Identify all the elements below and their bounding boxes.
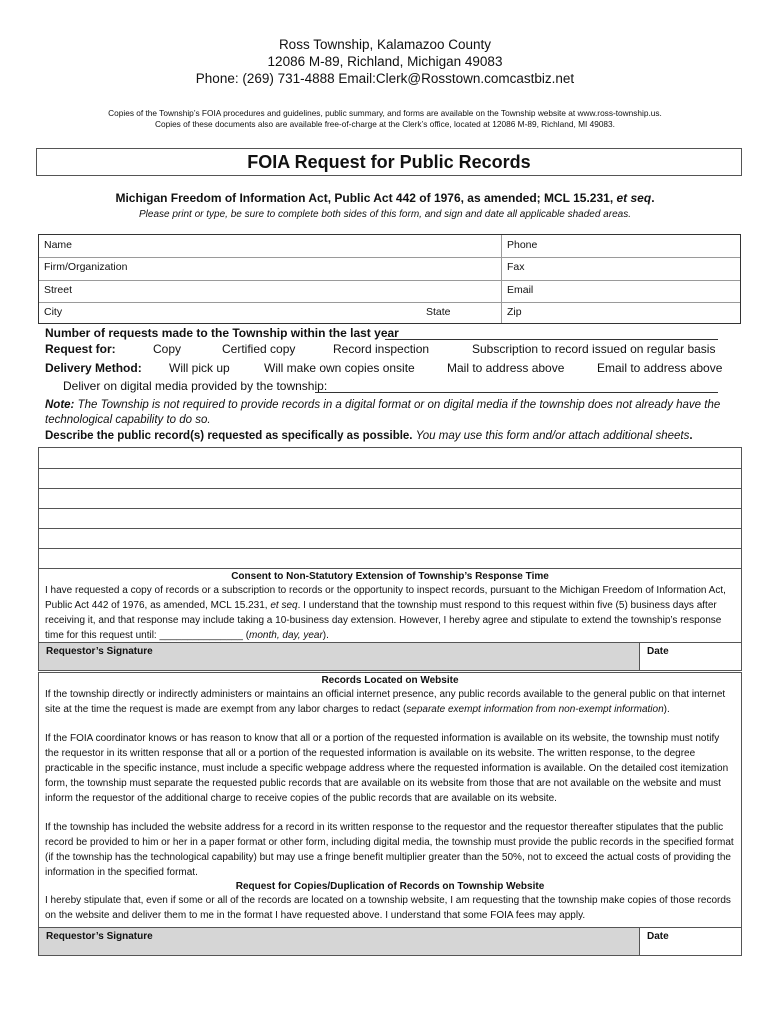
description-line bbox=[39, 528, 741, 529]
availability-note-line2: Copies of these documents also are available free-of-charge at the Clerk’s office, located at 12086 M-89, Richland, MI 49083. bbox=[155, 119, 615, 129]
digital-media-label: Deliver on digital media provided by the township: bbox=[63, 379, 328, 393]
consent-section bbox=[38, 568, 742, 671]
note-text: The Township is not required to provide records in a digital format or on digital media if the township does not already have the technological capability to do so. bbox=[45, 399, 721, 426]
option-will-pick-up[interactable]: Will pick up bbox=[169, 361, 230, 375]
record-description-box[interactable] bbox=[38, 447, 742, 569]
form-instructions: Please print or type, be sure to complete both sides of this form, and sign and date all applicable shaded areas. bbox=[139, 209, 631, 220]
consent-signature-bar[interactable] bbox=[39, 642, 741, 670]
option-copy[interactable]: Copy bbox=[153, 342, 182, 356]
act-line-etseq: et seq bbox=[616, 191, 652, 205]
city-label: City bbox=[44, 306, 63, 318]
name-label: Name bbox=[44, 239, 73, 251]
firm-row[interactable] bbox=[39, 257, 740, 279]
website-paragraph-3: If the township has included the website address for a record in its written response to the requestor and the requestor thereafter stipulates that the public record be provided to him or her in a paper format or other form, including digital media, the township must provide the public records in the specified format (if the township has the technological capability) but may use a fringe benefit multiplier greater than the 50%, not to exceed the actual costs of providing the information in the specified format. bbox=[45, 822, 734, 878]
fax-label: Fax bbox=[507, 261, 525, 273]
requests-count-label: Number of requests made to the Township within the last year bbox=[45, 326, 399, 340]
street-row[interactable] bbox=[39, 280, 740, 302]
phone-label: Phone bbox=[507, 239, 538, 251]
website-section bbox=[38, 672, 742, 956]
website-date-field[interactable] bbox=[639, 928, 741, 955]
delivery-method-label: Delivery Method: bbox=[45, 361, 142, 375]
consent-text-mdy: month, day, year bbox=[249, 630, 323, 641]
website-signature-bar[interactable] bbox=[39, 927, 741, 955]
township-address: 12086 M-89, Richland, Michigan 49083 bbox=[267, 54, 503, 69]
street-label: Street bbox=[44, 284, 73, 296]
delivery-method-row bbox=[45, 361, 745, 377]
consent-signature-label: Requestor’s Signature bbox=[46, 646, 153, 657]
description-line bbox=[39, 548, 741, 549]
website-p1-a: If the township directly or indirectly administers or maintains an official internet presence, any public records available to the general public on that internet site at the time the request is made are exempt from any labor charges to redact ( bbox=[45, 689, 726, 715]
describe-instruction bbox=[45, 430, 745, 442]
website-paragraph-2: If the FOIA coordinator knows or has reason to know that all or a portion of the requested information is available on its website, the township must notify the requestor in its written response that all or a portion of the requested information is available on its website. The written response, to the degree practicable in the specific instance, must include a specific webpage address where the requested information is available. On the detailed cost itemization form, the township must separate the requested public records that are available on its website from those that are not available on the website and must inform the requestor of the additional charge to receive copies of the public records that are available on its website. bbox=[45, 733, 729, 804]
contact-info-table bbox=[38, 234, 741, 324]
email-label: Email bbox=[507, 284, 534, 296]
column-divider bbox=[501, 235, 502, 323]
website-p1-b: ). bbox=[663, 704, 670, 715]
description-line bbox=[39, 508, 741, 509]
form-title: FOIA Request for Public Records bbox=[247, 151, 531, 172]
consent-text-etseq: et seq bbox=[270, 600, 298, 611]
consent-text-b: . I understand that the township must respond to this request within five (5) business days after receiving it, and that response may include taking a 10-business day extension. However, I hereby agree and stipulate to extend the township’s response time for this request until: _______________ ( bbox=[45, 600, 722, 641]
act-line-dot: . bbox=[651, 191, 655, 205]
availability-note-line1: Copies of the Township’s FOIA procedures and guidelines, public summary, and forms are available on the Township website at www.ross-township.us. bbox=[108, 108, 662, 118]
website-title: Records Located on Website bbox=[321, 675, 459, 686]
state-label: State bbox=[426, 306, 451, 318]
name-row[interactable] bbox=[39, 235, 740, 257]
option-record-inspection[interactable]: Record inspection bbox=[333, 342, 430, 356]
option-own-copies[interactable]: Will make own copies onsite bbox=[264, 361, 415, 375]
digital-media-field[interactable] bbox=[315, 392, 718, 393]
act-line bbox=[0, 191, 770, 205]
website-date-label: Date bbox=[647, 931, 669, 942]
availability-note bbox=[0, 108, 770, 130]
request-for-label: Request for: bbox=[45, 342, 116, 356]
township-contact: Phone: (269) 731-4888 Email:Clerk@Rosstown.comcastbiz.net bbox=[195, 71, 575, 86]
website-paragraph-1 bbox=[39, 687, 741, 717]
act-line-main: Michigan Freedom of Information Act, Public Act 442 of 1976, as amended; MCL 15.231, bbox=[115, 191, 614, 205]
copies-title: Request for Copies/Duplication of Records on Township Website bbox=[235, 881, 545, 892]
describe-italic: You may use this form and/or attach additional sheets bbox=[415, 430, 690, 442]
consent-text-c: ). bbox=[322, 630, 329, 641]
note-label: Note: bbox=[45, 399, 75, 411]
description-line bbox=[39, 468, 741, 469]
option-subscription[interactable]: Subscription to record issued on regular basis bbox=[472, 342, 716, 356]
website-signature-label: Requestor’s Signature bbox=[46, 931, 153, 942]
city-row[interactable] bbox=[39, 302, 740, 324]
digital-note bbox=[45, 398, 735, 428]
form-title-box bbox=[36, 148, 742, 176]
describe-bold: Describe the public record(s) requested as specifically as possible. bbox=[45, 430, 413, 442]
township-name: Ross Township, Kalamazoo County bbox=[278, 37, 492, 52]
describe-end: . bbox=[689, 430, 693, 442]
consent-date-label: Date bbox=[647, 646, 669, 657]
requests-count-field[interactable] bbox=[385, 339, 718, 340]
website-p1-italic: separate exempt information from non-exempt information bbox=[406, 704, 664, 715]
option-certified-copy[interactable]: Certified copy bbox=[222, 342, 296, 356]
township-header bbox=[0, 36, 770, 87]
description-line bbox=[39, 488, 741, 489]
consent-text bbox=[39, 583, 741, 643]
consent-title: Consent to Non-Statutory Extension of Township’s Response Time bbox=[231, 571, 549, 582]
zip-label: Zip bbox=[507, 306, 522, 318]
option-mail[interactable]: Mail to address above bbox=[447, 361, 565, 375]
consent-date-field[interactable] bbox=[639, 643, 741, 670]
firm-label: Firm/Organization bbox=[44, 261, 128, 273]
option-email[interactable]: Email to address above bbox=[597, 361, 723, 375]
consent-text-a: I have requested a copy of records or a subscription to records or the opportunity to inspect records, pursuant to the Michigan Freedom of Information Act, Public Act 442 of 1976, as amended, MCL 15.231, bbox=[45, 585, 726, 611]
request-for-row bbox=[45, 342, 745, 358]
website-paragraph-4: I hereby stipulate that, even if some or all of the records are located on a township website, I am requesting that the township make copies of those records on the website and deliver them to me in the format I have requested above. I understand that some FOIA fees may apply. bbox=[45, 895, 731, 921]
